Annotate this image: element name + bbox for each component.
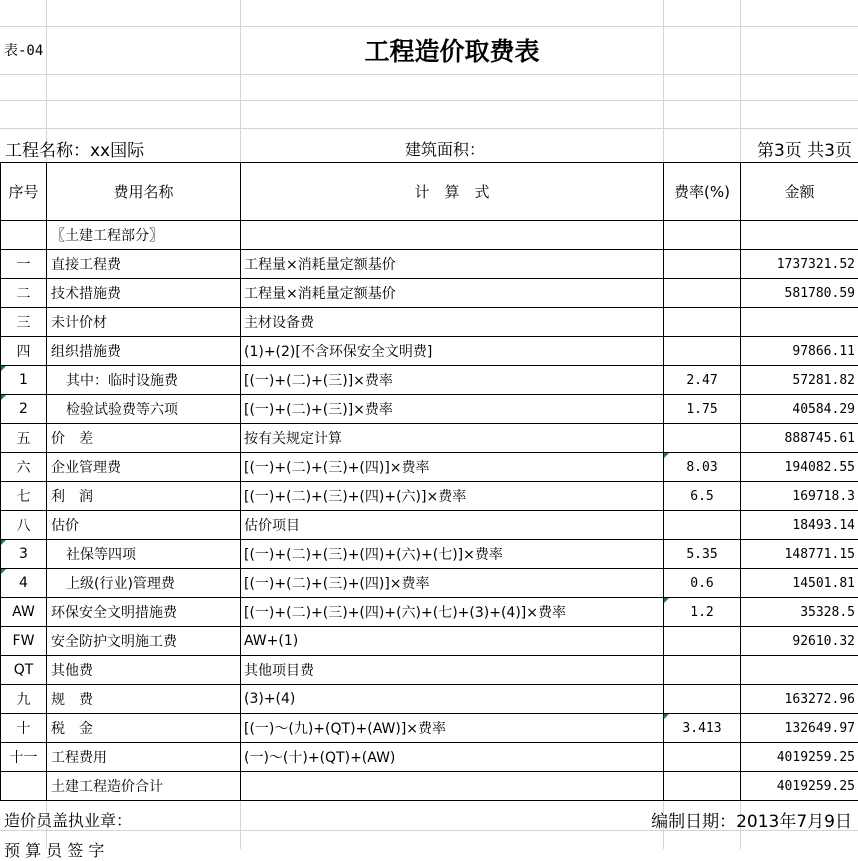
row-name-cell[interactable]: 社保等四项 — [47, 540, 241, 569]
row-rate-cell[interactable] — [664, 279, 741, 308]
row-no-cell[interactable] — [1, 772, 47, 801]
row-name-cell[interactable]: 组织措施费 — [47, 337, 241, 366]
row-amount-cell[interactable]: 132649.97 — [741, 714, 858, 743]
table-row — [1, 337, 858, 366]
row-name-cell[interactable]: 其他费 — [47, 656, 241, 685]
table-row — [1, 279, 858, 308]
row-formula-cell[interactable] — [241, 772, 664, 801]
row-amount-cell[interactable]: 888745.61 — [741, 424, 858, 453]
row-amount-cell[interactable]: 18493.14 — [741, 511, 858, 540]
doc-label: 表-04 — [4, 40, 43, 60]
row-rate-cell[interactable]: 5.35 — [664, 540, 741, 569]
row-formula-cell[interactable]: 工程量×消耗量定额基价 — [241, 250, 664, 279]
row-no-cell[interactable]: 八 — [1, 511, 47, 540]
row-rate-cell[interactable]: 2.47 — [664, 366, 741, 395]
row-rate-cell[interactable] — [664, 656, 741, 685]
row-amount-cell[interactable]: 40584.29 — [741, 395, 858, 424]
row-rate-cell[interactable] — [664, 337, 741, 366]
row-no-cell[interactable]: 二 — [1, 279, 47, 308]
row-rate-cell[interactable]: 8.03 — [664, 453, 741, 482]
table-row — [1, 743, 858, 772]
row-rate-cell[interactable] — [664, 627, 741, 656]
row-amount-cell[interactable]: 4019259.25 — [741, 743, 858, 772]
gridline-row-3 — [0, 100, 858, 101]
row-amount-cell[interactable]: 35328.5 — [741, 598, 858, 627]
row-formula-cell[interactable]: [(一)+(二)+(三)+(四)+(六)+(七)+(3)+(4)]×费率 — [241, 598, 664, 627]
table-row — [1, 714, 858, 743]
row-rate-cell[interactable]: 6.5 — [664, 482, 741, 511]
row-amount-cell[interactable] — [741, 221, 858, 250]
row-name-cell[interactable]: 未计价材 — [47, 308, 241, 337]
table-row — [1, 511, 858, 540]
row-no-cell[interactable]: QT — [1, 656, 47, 685]
row-amount-cell[interactable]: 57281.82 — [741, 366, 858, 395]
table-row — [1, 453, 858, 482]
row-formula-cell[interactable]: (一)～(十)+(QT)+(AW) — [241, 743, 664, 772]
row-amount-cell[interactable] — [741, 656, 858, 685]
row-rate-cell[interactable]: 3.413 — [664, 714, 741, 743]
page-title: 工程造价取费表 — [240, 32, 664, 68]
row-rate-cell[interactable]: 1.75 — [664, 395, 741, 424]
row-no-cell[interactable]: 九 — [1, 685, 47, 714]
row-rate-cell[interactable]: 1.2 — [664, 598, 741, 627]
row-formula-cell[interactable]: [(一)+(二)+(三)]×费率 — [241, 395, 664, 424]
row-amount-cell[interactable]: 14501.81 — [741, 569, 858, 598]
row-formula-cell[interactable]: 按有关规定计算 — [241, 424, 664, 453]
table-row — [1, 569, 858, 598]
row-formula-cell[interactable]: [(一)+(二)+(三)+(四)]×费率 — [241, 453, 664, 482]
table-row — [1, 627, 858, 656]
row-amount-cell[interactable]: 169718.3 — [741, 482, 858, 511]
row-formula-cell[interactable]: 其他项目费 — [241, 656, 664, 685]
row-formula-cell[interactable]: [(一)+(二)+(三)+(四)]×费率 — [241, 569, 664, 598]
row-name-cell[interactable]: 直接工程费 — [47, 250, 241, 279]
row-no-cell[interactable]: FW — [1, 627, 47, 656]
row-rate-cell[interactable] — [664, 743, 741, 772]
row-no-cell[interactable]: 1 — [1, 366, 47, 395]
col-header-no[interactable]: 序号 — [1, 163, 47, 221]
row-name-cell[interactable]: 价 差 — [47, 424, 241, 453]
table-row — [1, 772, 858, 801]
row-no-cell[interactable]: 六 — [1, 453, 47, 482]
row-formula-cell[interactable]: 工程量×消耗量定额基价 — [241, 279, 664, 308]
row-amount-cell[interactable]: 97866.11 — [741, 337, 858, 366]
fee-table — [0, 162, 858, 801]
row-rate-cell[interactable] — [664, 772, 741, 801]
row-no-cell[interactable]: 2 — [1, 395, 47, 424]
row-rate-cell[interactable] — [664, 221, 741, 250]
row-amount-cell[interactable]: 92610.32 — [741, 627, 858, 656]
row-formula-cell[interactable]: [(一)～(九)+(QT)+(AW)]×费率 — [241, 714, 664, 743]
row-formula-cell[interactable]: 主材设备费 — [241, 308, 664, 337]
row-no-cell[interactable]: AW — [1, 598, 47, 627]
row-name-cell[interactable]: 工程费用 — [47, 743, 241, 772]
row-name-cell[interactable]: 环保安全文明措施费 — [47, 598, 241, 627]
col-header-formula[interactable]: 计 算 式 — [241, 163, 664, 221]
project-name: 工程名称：xx国际 — [5, 136, 144, 161]
col-header-rate[interactable]: 费率(%) — [664, 163, 741, 221]
row-amount-cell[interactable]: 1737321.52 — [741, 250, 858, 279]
col-header-name[interactable]: 费用名称 — [47, 163, 241, 221]
row-name-cell[interactable]: 土建工程造价合计 — [47, 772, 241, 801]
row-formula-cell[interactable]: 估价项目 — [241, 511, 664, 540]
table-row — [1, 250, 858, 279]
fee-table-body — [1, 221, 858, 801]
row-rate-cell[interactable] — [664, 424, 741, 453]
table-row — [1, 221, 858, 250]
row-no-cell[interactable]: 三 — [1, 308, 47, 337]
row-amount-cell[interactable]: 581780.59 — [741, 279, 858, 308]
row-formula-cell[interactable]: [(一)+(二)+(三)]×费率 — [241, 366, 664, 395]
table-row — [1, 482, 858, 511]
row-no-cell[interactable] — [1, 221, 47, 250]
row-no-cell[interactable]: 七 — [1, 482, 47, 511]
gridline-row-1 — [0, 26, 858, 27]
row-rate-cell[interactable]: 0.6 — [664, 569, 741, 598]
building-area: 建筑面积： — [405, 137, 485, 160]
row-formula-cell[interactable]: (1)+(2)[不含环保安全文明费] — [241, 337, 664, 366]
row-name-cell[interactable]: 上级(行业)管理费 — [47, 569, 241, 598]
row-no-cell[interactable]: 3 — [1, 540, 47, 569]
row-name-cell[interactable]: 规 费 — [47, 685, 241, 714]
row-no-cell[interactable]: 4 — [1, 569, 47, 598]
table-row — [1, 308, 858, 337]
table-row — [1, 395, 858, 424]
page-info: 第3页 共3页 — [757, 136, 852, 161]
gridline-row-2 — [0, 74, 858, 75]
row-formula-cell[interactable] — [241, 221, 664, 250]
row-name-cell[interactable]: 税 金 — [47, 714, 241, 743]
table-row — [1, 685, 858, 714]
gridline-row-4 — [0, 128, 858, 129]
row-no-cell[interactable]: 四 — [1, 337, 47, 366]
row-amount-cell[interactable] — [741, 308, 858, 337]
row-rate-cell[interactable] — [664, 250, 741, 279]
stamp-label: 造价员盖执业章： — [4, 808, 132, 831]
row-name-cell[interactable]: 利 润 — [47, 482, 241, 511]
row-amount-cell[interactable]: 148771.15 — [741, 540, 858, 569]
row-name-cell[interactable]: 检验试验费等六项 — [47, 395, 241, 424]
row-amount-cell[interactable]: 163272.96 — [741, 685, 858, 714]
row-formula-cell[interactable]: (3)+(4) — [241, 685, 664, 714]
approver-label: 预 算 员 签 字 — [4, 838, 104, 861]
row-name-cell[interactable]: 估价 — [47, 511, 241, 540]
row-no-cell[interactable]: 一 — [1, 250, 47, 279]
row-formula-cell[interactable]: [(一)+(二)+(三)+(四)+(六)+(七)]×费率 — [241, 540, 664, 569]
row-formula-cell[interactable]: [(一)+(二)+(三)+(四)+(六)]×费率 — [241, 482, 664, 511]
row-name-cell[interactable]: 安全防护文明施工费 — [47, 627, 241, 656]
row-no-cell[interactable]: 十 — [1, 714, 47, 743]
row-amount-cell[interactable]: 4019259.25 — [741, 772, 858, 801]
row-name-cell[interactable]: 企业管理费 — [47, 453, 241, 482]
row-name-cell[interactable]: 技术措施费 — [47, 279, 241, 308]
row-formula-cell[interactable]: AW+(1) — [241, 627, 664, 656]
row-rate-cell[interactable] — [664, 685, 741, 714]
table-header-row — [1, 163, 858, 221]
table-row — [1, 424, 858, 453]
compile-date: 编制日期：2013年7月9日 — [651, 807, 852, 832]
row-no-cell[interactable]: 五 — [1, 424, 47, 453]
table-row — [1, 540, 858, 569]
table-row — [1, 366, 858, 395]
row-name-cell[interactable]: 其中：临时设施费 — [47, 366, 241, 395]
row-rate-cell[interactable] — [664, 308, 741, 337]
table-row — [1, 656, 858, 685]
row-no-cell[interactable]: 十一 — [1, 743, 47, 772]
row-name-cell[interactable]: 〖土建工程部分〗 — [47, 221, 241, 250]
row-amount-cell[interactable]: 194082.55 — [741, 453, 858, 482]
row-rate-cell[interactable] — [664, 511, 741, 540]
col-header-amount[interactable]: 金额 — [741, 163, 858, 221]
table-row — [1, 598, 858, 627]
